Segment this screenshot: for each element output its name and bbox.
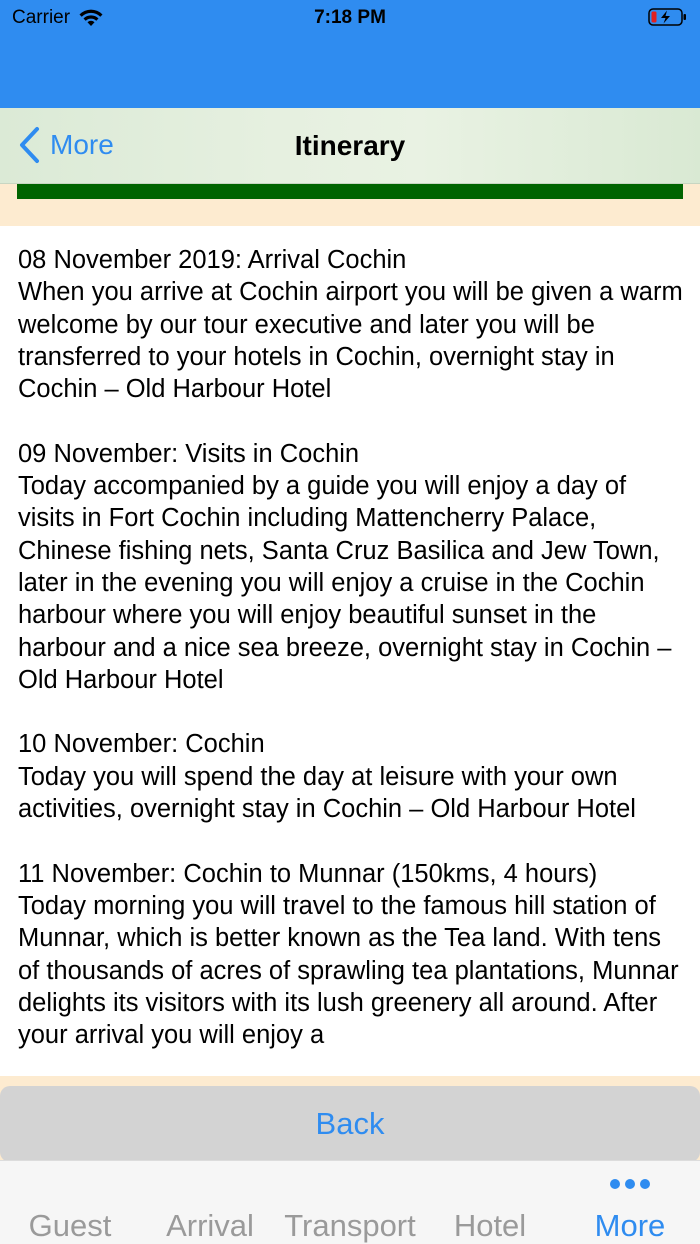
tab-transport[interactable] xyxy=(280,1161,420,1244)
tab-label: More xyxy=(594,1208,666,1243)
tab-hotel[interactable] xyxy=(420,1161,560,1244)
tab-more[interactable] xyxy=(560,1161,700,1244)
nav-back-label: More xyxy=(50,129,114,160)
navigation-bar xyxy=(0,108,700,184)
back-button[interactable]: Back xyxy=(0,1086,700,1162)
tab-bar xyxy=(0,1160,700,1244)
more-dots-icon xyxy=(610,1179,650,1189)
itinerary-content[interactable] xyxy=(0,226,700,1076)
status-bar xyxy=(0,0,700,36)
battery-charging-icon xyxy=(648,7,688,27)
status-time: 7:18 PM xyxy=(314,7,386,28)
tab-label: Arrival xyxy=(166,1208,254,1243)
tab-label: Guest xyxy=(28,1208,112,1243)
tab-arrival[interactable] xyxy=(140,1161,280,1244)
status-area xyxy=(0,0,700,108)
tab-guest[interactable] xyxy=(0,1161,140,1244)
page-title: Itinerary xyxy=(294,130,406,161)
green-divider-bar xyxy=(17,184,683,199)
tab-label: Hotel xyxy=(453,1208,527,1243)
tab-label: Transport xyxy=(284,1208,416,1243)
itinerary-text: 08 November 2019: Arrival Cochin When you arrive at Cochin airport you will be given a warm welcome by our tour executive and later you will be transferred to your hotels in Cochin, overnight stay in Cochin – Old Harbour Hotel 09 November: Visits in Cochin Today accompanied by a guide you will enjoy a day of visits in Fort Cochin including Mattencherry Palace, Chinese fishing nets, Santa Cruz Basilica and Jew Town, later in the evening you will enjoy a cruise in the Cochin harbour where you will enjoy beautiful sunset in the harbour and a nice sea breeze, overnight stay in Cochin – Old Harbour Hotel 10 November: Cochin Today you will spend the day at leisure with your own activities, overnight stay in Cochin – Old Harbour Hotel 11 November: Cochin to Munnar (150kms, 4 hours) Today morning you will travel to the famous hill station of Munnar, which is better known as the Tea land. With tens of thousands of acres of sprawling tea plantations, Munnar delights its visitors with its lush greenery all around. After your arrival you will enjoy a xyxy=(18,246,683,1050)
header-strip xyxy=(0,184,700,226)
carrier-label: Carrier xyxy=(12,7,71,28)
